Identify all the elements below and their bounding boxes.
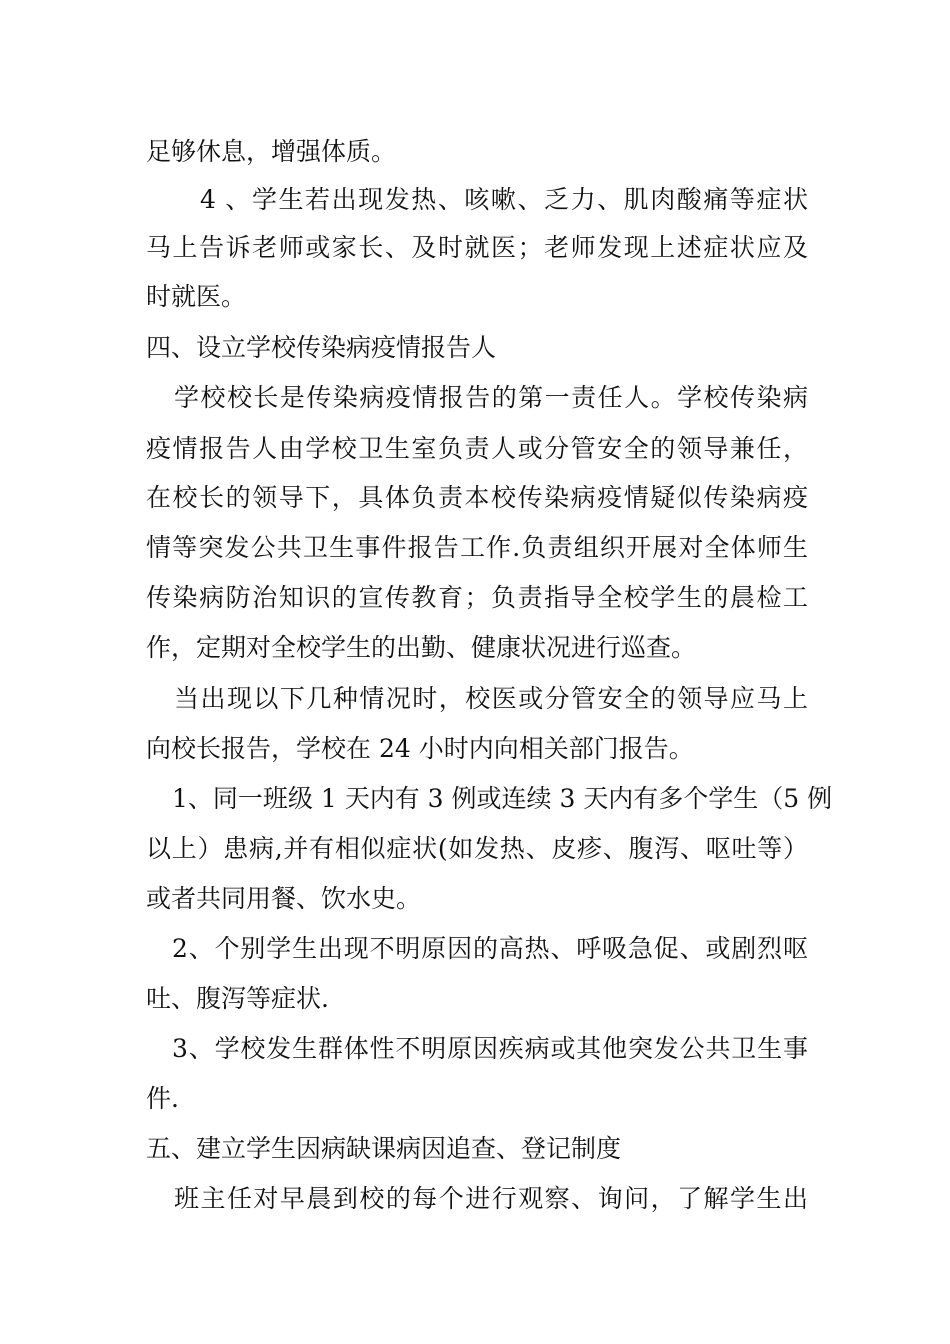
section-heading: 五、建立学生因病缺课病因追查、登记制度 bbox=[146, 1134, 622, 1163]
list-item-line: 3、学校发生群体性不明原因疾病或其他突发公共卫生事 bbox=[172, 1034, 808, 1063]
paragraph-line: 情等突发公共卫生事件报告工作.负责组织开展对全体师生 bbox=[146, 533, 808, 562]
list-item-line: 或者共同用餐、饮水史。 bbox=[146, 884, 422, 913]
text-line: 时就医。 bbox=[146, 282, 247, 311]
list-item-line: 吐、腹泻等症状. bbox=[146, 984, 329, 1013]
paragraph-line: 当出现以下几种情况时，校医或分管安全的领导应马上 bbox=[174, 684, 808, 713]
paragraph-line: 作，定期对全校学生的出勤、健康状况进行巡查。 bbox=[146, 633, 697, 662]
paragraph-line: 学校校长是传染病疫情报告的第一责任人。学校传染病 bbox=[174, 383, 808, 412]
paragraph-line: 班主任对早晨到校的每个进行观察、询问，了解学生出 bbox=[174, 1184, 808, 1213]
list-item-line: 4 、学生若出现发热、咳嗽、乏力、肌肉酸痛等症状 bbox=[200, 185, 808, 214]
paragraph-line: 向校长报告，学校在 24 小时内向相关部门报告。 bbox=[146, 734, 694, 763]
section-heading: 四、设立学校传染病疫情报告人 bbox=[146, 333, 497, 362]
paragraph-line: 疫情报告人由学校卫生室负责人或分管安全的领导兼任， bbox=[146, 434, 808, 463]
text-line: 马上告诉老师或家长、及时就医；老师发现上述症状应及 bbox=[146, 233, 808, 262]
paragraph-line: 传染病防治知识的宣传教育；负责指导全校学生的晨检工 bbox=[146, 583, 808, 612]
list-item-line: 以上）患病,并有相似症状(如发热、皮疹、腹泻、呕吐等） bbox=[146, 834, 808, 863]
list-item-line: 1、同一班级 1 天内有 3 例或连续 3 天内有多个学生（5 例 bbox=[172, 784, 833, 813]
list-item-line: 2、个别学生出现不明原因的高热、呼吸急促、或剧烈呕 bbox=[172, 934, 808, 963]
text-line: 足够休息，增强体质。 bbox=[146, 137, 397, 166]
list-item-line: 件. bbox=[146, 1084, 179, 1113]
paragraph-line: 在校长的领导下，具体负责本校传染病疫情疑似传染病疫 bbox=[146, 483, 808, 512]
